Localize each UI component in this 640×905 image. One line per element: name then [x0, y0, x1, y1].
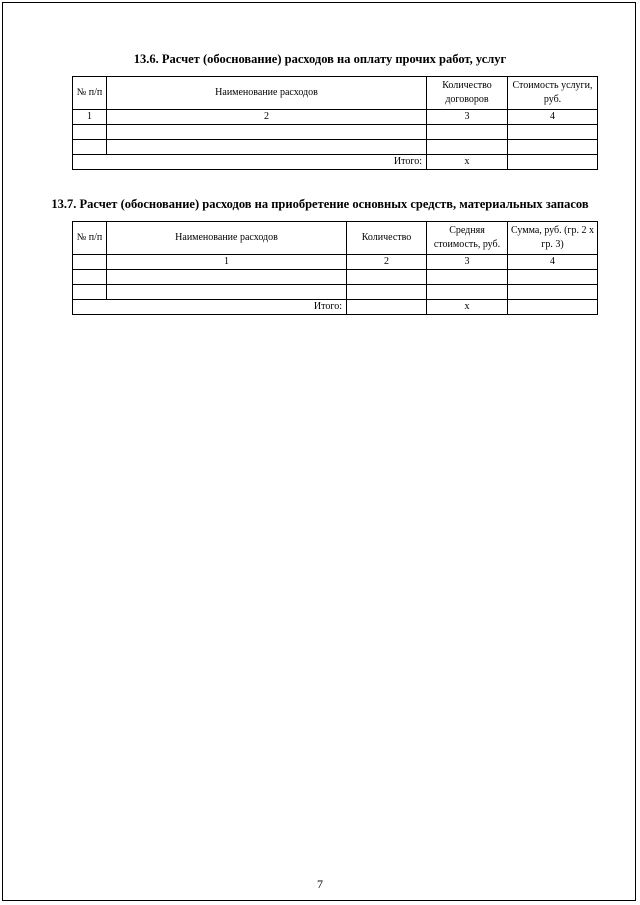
table-cell — [508, 285, 598, 300]
column-number: 2 — [107, 110, 427, 125]
table-fixed-assets — [72, 221, 598, 315]
column-number-row — [73, 255, 598, 270]
table-header-row — [73, 77, 598, 110]
header-sum: Сумма, руб. (гр. 2 х гр. 3) — [508, 222, 598, 255]
column-number: 1 — [73, 110, 107, 125]
header-number: № п/п — [73, 77, 107, 110]
table-cell — [508, 125, 598, 140]
table-cell — [427, 125, 508, 140]
header-expense-name: Наименование расходов — [107, 77, 427, 110]
table-cell — [508, 155, 598, 170]
table-row — [73, 285, 598, 300]
table-cell — [347, 270, 427, 285]
column-number: 3 — [427, 110, 508, 125]
table-cell — [347, 300, 427, 315]
total-mark: x — [427, 300, 508, 315]
table-cell — [107, 140, 427, 155]
column-number: 3 — [427, 255, 508, 270]
header-quantity: Количество — [347, 222, 427, 255]
header-service-cost: Стоимость услуги, руб. — [508, 77, 598, 110]
total-row — [73, 155, 598, 170]
table-cell — [508, 140, 598, 155]
table-other-services — [72, 76, 598, 170]
table-header-row — [73, 222, 598, 255]
table-cell — [107, 285, 347, 300]
column-number-row — [73, 110, 598, 125]
header-expense-name: Наименование расходов — [107, 222, 347, 255]
column-number: 2 — [347, 255, 427, 270]
table-cell — [508, 270, 598, 285]
table-cell — [508, 300, 598, 315]
table-row — [73, 270, 598, 285]
table-cell — [73, 140, 107, 155]
table-cell — [107, 270, 347, 285]
table-cell — [427, 270, 508, 285]
table-cell — [347, 285, 427, 300]
column-number: 4 — [508, 255, 598, 270]
column-number: 4 — [508, 110, 598, 125]
header-average-cost: Средняя стоимость, руб. — [427, 222, 508, 255]
table-cell — [73, 285, 107, 300]
table-cell — [427, 140, 508, 155]
header-number: № п/п — [73, 222, 107, 255]
header-contracts-count: Количество договоров — [427, 77, 508, 110]
total-label: Итого: — [73, 300, 347, 315]
total-label: Итого: — [73, 155, 427, 170]
total-row — [73, 300, 598, 315]
table-cell — [73, 125, 107, 140]
page-number: 7 — [317, 877, 323, 891]
section-1-title: 13.6. Расчет (обоснование) расходов на оплату прочих работ, услуг — [133, 52, 507, 66]
table-cell — [107, 125, 427, 140]
section-2-title: 13.7. Расчет (обоснование) расходов на приобретение основных средств, материальных запасов — [51, 197, 589, 211]
table-row — [73, 125, 598, 140]
total-mark: x — [427, 155, 508, 170]
column-number: 1 — [107, 255, 347, 270]
table-cell — [73, 255, 107, 270]
table-cell — [427, 285, 508, 300]
table-row — [73, 140, 598, 155]
table-cell — [73, 270, 107, 285]
